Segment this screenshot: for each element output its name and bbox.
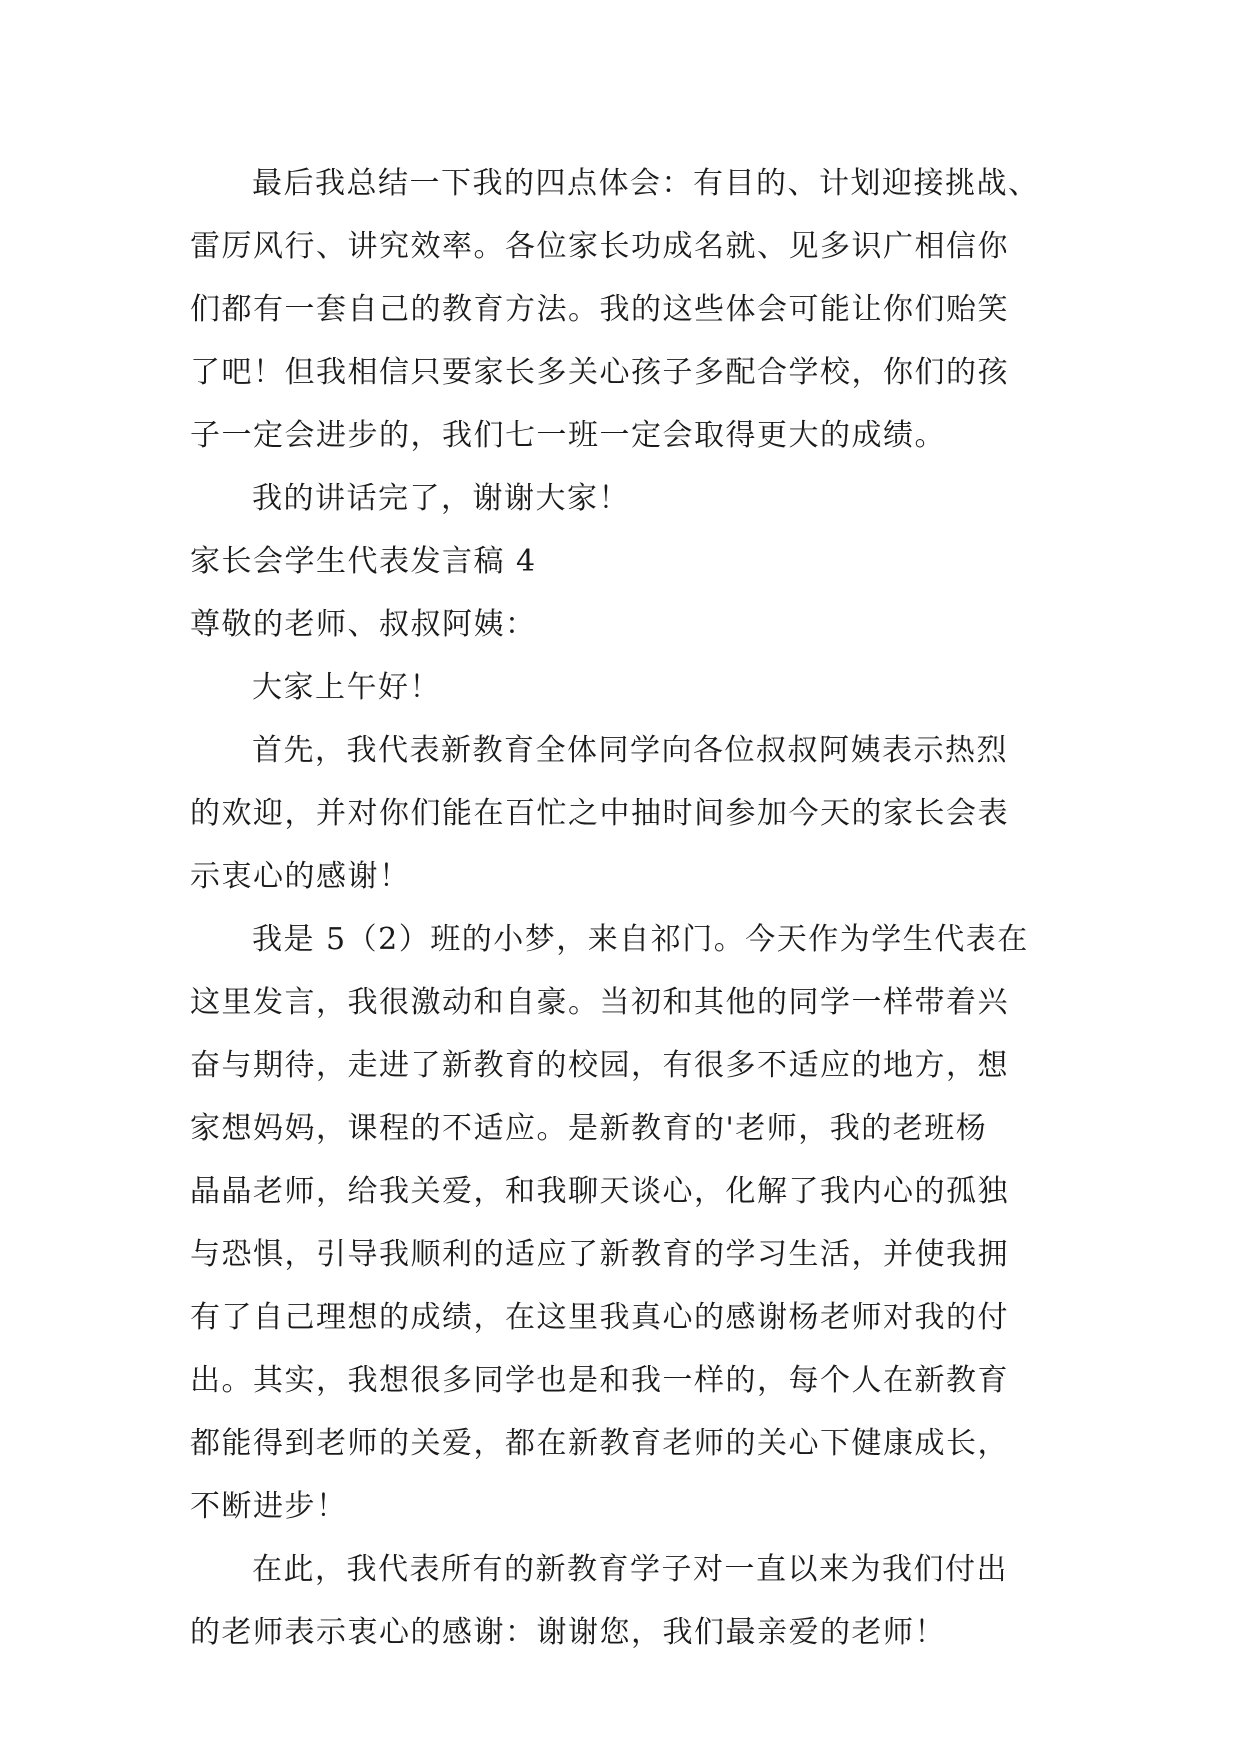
text-line: 有了自己理想的成绩，在这里我真心的感谢杨老师对我的付 [190,1300,1009,1335]
text-line: 最后我总结一下我的四点体会：有目的、计划迎接挑战、 [252,166,1040,201]
text-line: 在此，我代表所有的新教育学子对一直以来为我们付出 [252,1552,1008,1587]
section-heading: 家长会学生代表发言稿 4 [190,544,537,579]
text-line: 晶晶老师，给我关爱，和我聊天谈心，化解了我内心的孤独 [190,1174,1009,1209]
salutation: 尊敬的老师、叔叔阿姨： [190,607,537,642]
text-line: 雷厉风行、讲究效率。各位家长功成名就、见多识广相信你 [190,229,1009,264]
text-line: 我是 5（2）班的小梦，来自祁门。今天作为学生代表在 [252,922,1029,957]
text-line: 子一定会进步的，我们七一班一定会取得更大的成绩。 [190,418,946,453]
text-line: 们都有一套自己的教育方法。我的这些体会可能让你们贻笑 [190,292,1009,327]
text-line: 示衷心的感谢！ [190,859,411,894]
text-line: 首先，我代表新教育全体同学向各位叔叔阿姨表示热烈 [252,733,1008,768]
text-line: 不断进步！ [190,1489,348,1524]
text-line: 奋与期待，走进了新教育的校园，有很多不适应的地方，想 [190,1048,1009,1083]
greeting: 大家上午好！ [252,670,441,705]
text-line: 家想妈妈，课程的不适应。是新教育的'老师，我的老班杨 [190,1111,988,1146]
text-line: 这里发言，我很激动和自豪。当初和其他的同学一样带着兴 [190,985,1009,1020]
text-line: 了吧！但我相信只要家长多关心孩子多配合学校，你们的孩 [190,355,1009,390]
text-line: 出。其实，我想很多同学也是和我一样的，每个人在新教育 [190,1363,1009,1398]
text-line: 的欢迎，并对你们能在百忙之中抽时间参加今天的家长会表 [190,796,1009,831]
text-line: 与恐惧，引导我顺利的适应了新教育的学习生活，并使我拥 [190,1237,1009,1272]
text-line: 我的讲话完了，谢谢大家！ [252,481,630,516]
text-line: 的老师表示衷心的感谢：谢谢您，我们最亲爱的老师！ [190,1615,946,1650]
text-line: 都能得到老师的关爱，都在新教育老师的关心下健康成长， [190,1426,1009,1461]
